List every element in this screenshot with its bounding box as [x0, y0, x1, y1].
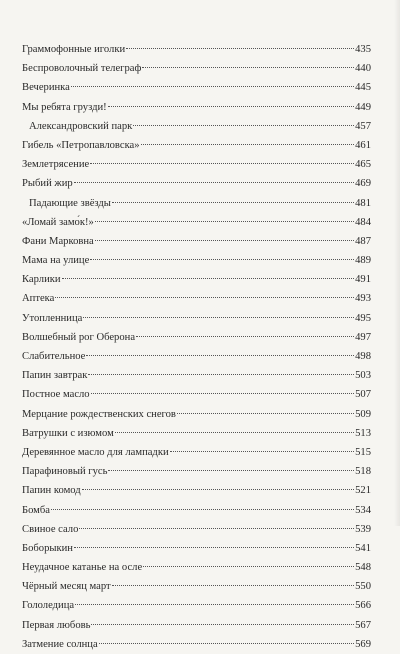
toc-entry	[22, 501, 371, 520]
toc-entry-page-number: 566	[355, 600, 371, 612]
toc-entry	[22, 213, 371, 232]
dot-leader	[88, 374, 354, 375]
dot-leader	[112, 585, 354, 586]
toc-entry	[22, 539, 371, 558]
dot-leader	[136, 336, 354, 337]
toc-entry-page-number: 489	[355, 255, 371, 267]
toc-entry	[22, 59, 371, 78]
toc-entry-title: Вечеринка	[22, 82, 70, 94]
toc-entry-page-number: 481	[355, 197, 371, 209]
toc-entry-page-number: 440	[355, 63, 371, 75]
toc-entry	[22, 616, 371, 635]
toc-entry-title: Гибель «Петропавловска»	[22, 139, 140, 151]
toc-entry-title: Беспроволочный телеграф	[22, 63, 142, 75]
toc-entry	[22, 558, 371, 577]
dot-leader	[74, 182, 354, 183]
toc-entry-page-number: 497	[355, 331, 371, 343]
toc-entry-title: Папин завтрак	[22, 370, 88, 382]
toc-entry-page-number: 484	[355, 216, 371, 228]
toc-entry-page-number: 567	[355, 619, 371, 631]
toc-entry-title: Граммофонные иголки	[22, 44, 126, 55]
toc-entry-page-number: 521	[355, 485, 371, 497]
toc-entry-title: Деревянное масло для лампадки	[22, 446, 169, 458]
dot-leader	[90, 259, 354, 260]
toc-entry	[22, 155, 371, 174]
toc-entry	[22, 78, 371, 97]
toc-entry-page-number: 539	[355, 523, 371, 535]
dot-leader	[108, 106, 354, 107]
toc-entry	[22, 443, 371, 462]
toc-entry	[22, 520, 371, 539]
toc-entry-title: Землетрясение	[22, 159, 90, 171]
toc-entry-title: «Ломай замо́к!»	[22, 216, 94, 228]
toc-entry-title: Слабительное	[22, 351, 86, 362]
toc-entry-title: Мама на улице	[22, 255, 90, 267]
dot-leader	[90, 163, 354, 164]
dot-leader	[83, 317, 354, 318]
toc-entry-title: Чёрный месяц март	[22, 581, 111, 593]
toc-entry	[22, 309, 371, 328]
toc-entry-title: Мы ребята грузди!	[22, 101, 107, 113]
dot-leader	[71, 86, 354, 87]
toc-entry	[22, 117, 371, 136]
dot-leader	[86, 355, 354, 356]
toc-entry	[22, 635, 371, 654]
toc-entry	[22, 366, 371, 385]
dot-leader	[126, 48, 354, 49]
toc-entry	[22, 577, 371, 596]
toc-entry-page-number: 465	[355, 159, 371, 171]
toc-entry-page-number: 445	[355, 82, 371, 94]
dot-leader	[177, 413, 354, 414]
page-edge-shadow	[394, 0, 400, 526]
toc-entry	[22, 481, 371, 500]
toc-entry-page-number: 534	[355, 504, 371, 516]
dot-leader	[95, 240, 354, 241]
dot-leader	[170, 451, 354, 452]
dot-leader	[95, 221, 354, 222]
toc-entry-title: Боборыкин	[22, 542, 73, 554]
dot-leader	[133, 125, 354, 126]
toc-entry	[22, 174, 371, 193]
toc-entry-page-number: 495	[355, 312, 371, 324]
toc-entry-title: Гололедица	[22, 600, 75, 612]
toc-entry-page-number: 507	[355, 389, 371, 401]
toc-entry-page-number: 493	[355, 293, 371, 305]
toc-entry-page-number: 550	[355, 581, 371, 593]
toc-entry-page-number: 541	[355, 542, 371, 554]
toc-entry-title: Рыбий жир	[22, 178, 73, 190]
toc-entry	[22, 270, 371, 289]
toc-entry-page-number: 518	[355, 466, 371, 478]
toc-entry-title: Падающие звёзды	[29, 197, 111, 209]
toc-entry-title: Ватрушки с изюмом	[22, 427, 114, 439]
toc-entry-title: Папин комод	[22, 485, 81, 497]
dot-leader	[55, 297, 354, 298]
toc-entry	[22, 462, 371, 481]
toc-entry-page-number: 503	[355, 370, 371, 382]
toc-entry-title: Аптека	[22, 293, 55, 305]
dot-leader	[74, 547, 354, 548]
toc-entry-title: Утопленница	[22, 312, 83, 324]
toc-entry-page-number: 457	[355, 120, 371, 132]
toc-entry-page-number: 435	[355, 44, 371, 55]
toc-entry-title: Свиное сало	[22, 523, 79, 535]
toc-entry-title: Парафиновый гусь	[22, 466, 108, 478]
toc-entry-title: Бомба	[22, 504, 50, 516]
toc-entry	[22, 251, 371, 270]
toc-entry	[22, 385, 371, 404]
dot-leader	[108, 470, 354, 471]
toc-entry-page-number: 469	[355, 178, 371, 190]
toc-entry-page-number: 515	[355, 446, 371, 458]
toc-entry-title: Карлики	[22, 274, 61, 286]
dot-leader	[99, 643, 354, 644]
toc-entry	[22, 40, 371, 59]
toc-entry	[22, 328, 371, 347]
toc-entry	[22, 424, 371, 443]
dot-leader	[142, 67, 354, 68]
dot-leader	[91, 624, 354, 625]
toc-entry-page-number: 509	[355, 408, 371, 420]
toc-entry-title: Постное масло	[22, 389, 90, 401]
toc-entry-title: Фани Марковна	[22, 235, 94, 247]
toc-entry-title: Мерцание рождественских снегов	[22, 408, 176, 420]
dot-leader	[141, 144, 355, 145]
toc-entry	[22, 405, 371, 424]
dot-leader	[75, 604, 354, 605]
dot-leader	[115, 432, 354, 433]
toc-entry-page-number: 461	[355, 139, 371, 151]
toc-entry-page-number: 487	[355, 235, 371, 247]
toc-entry	[22, 289, 371, 308]
toc-entry	[22, 194, 371, 213]
toc-entry-page-number: 491	[355, 274, 371, 286]
toc-entry	[22, 596, 371, 615]
dot-leader	[51, 509, 354, 510]
dot-leader	[82, 489, 354, 490]
dot-leader	[112, 202, 354, 203]
toc-entry-page-number: 548	[355, 562, 371, 574]
table-of-contents	[22, 40, 371, 654]
toc-entry-title: Затмение солнца	[22, 638, 98, 650]
toc-entry	[22, 347, 371, 366]
dot-leader	[79, 528, 354, 529]
toc-entry	[22, 98, 371, 117]
toc-entry-page-number: 449	[355, 101, 371, 113]
dot-leader	[143, 566, 354, 567]
toc-entry-page-number: 513	[355, 427, 371, 439]
toc-entry-title: Волшебный рог Оберона	[22, 331, 136, 343]
dot-leader	[62, 278, 355, 279]
dot-leader	[91, 393, 355, 394]
toc-entry-title: Первая любовь	[22, 619, 91, 631]
toc-entry	[22, 136, 371, 155]
toc-entry-title: Неудачное катанье на осле	[22, 562, 143, 574]
toc-entry-page-number: 569	[355, 638, 371, 650]
toc-entry-page-number: 498	[355, 351, 371, 362]
toc-entry	[22, 232, 371, 251]
toc-entry-title: Александровский парк	[29, 120, 133, 132]
